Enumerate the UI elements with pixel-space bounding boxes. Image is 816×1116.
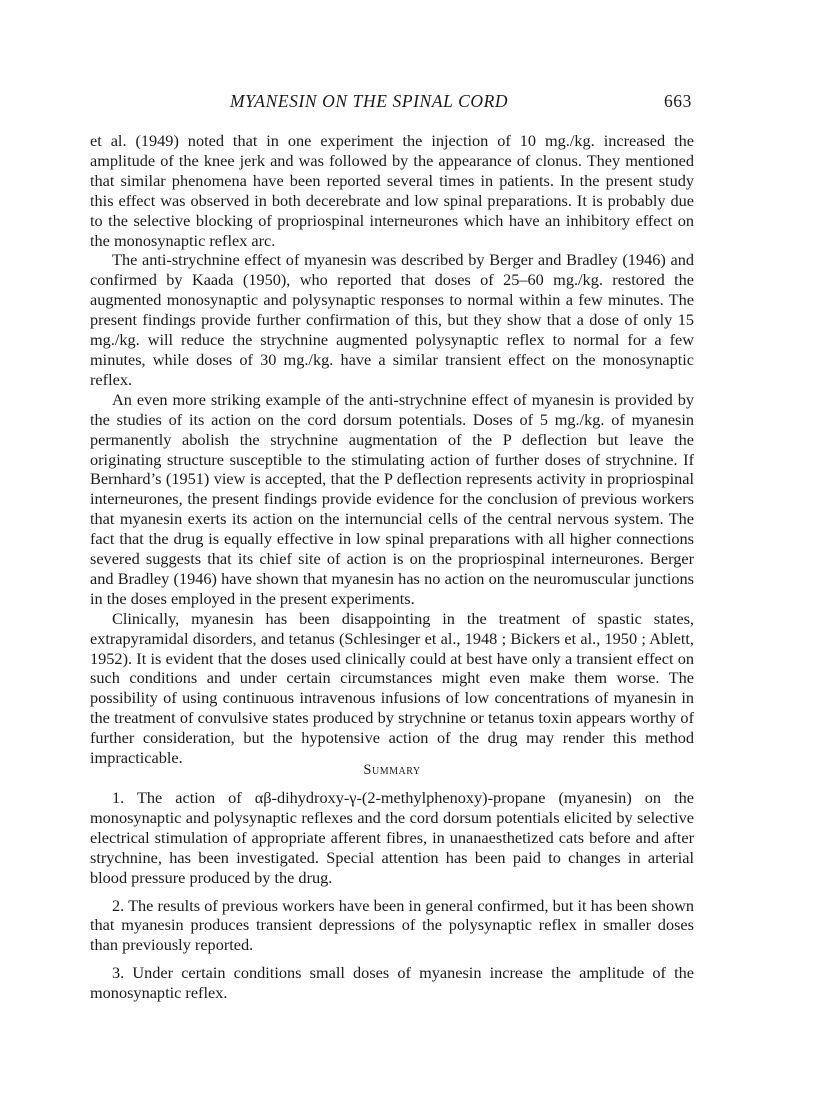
paragraph-clinical: Clinically, myanesin has been disappointing in the treatment of spastic states, extrapyramidal disorders, and tetanus (Schlesinger et al., 1948 ; Bickers et al., 1950 ; Ablett, 1952). It is evident that the doses used clinically could at best have only a transient effect on such conditions and under certain circumstances might even make them worse. The possibility of using continuous intravenous infusions of low concentrations of myanesin in the treatment of convulsive states produced by strychnine or tetanus toxin appears worthy of further consideration, but the hypotensive action of the drug may render this method impracticable.: [90, 608, 694, 768]
page-number: 663: [663, 91, 692, 111]
summary-item: 2. The results of previous workers have been in general confirmed, but it has been shown that myanesin produces transient depressions of the polysynaptic reflex in smaller doses than previously reported.: [90, 895, 694, 955]
paragraph-anti-strychnine: The anti-strychnine effect of myanesin was described by Berger and Bradley (1946) and confirmed by Kaada (1950), who reported that doses of 25–60 mg./kg. restored the augmented monosynaptic and polysynaptic responses to normal within a few minutes. The present findings provide further confirmation of this, but they show that a dose of only 15 mg./kg. will reduce the strychnine augmented polysynaptic reflex to normal for a few minutes, while doses of 30 mg./kg. have a similar transient effect on the monosynaptic reflex.: [90, 250, 694, 389]
paragraph-continued: et al. (1949) noted that in one experiment the injection of 10 mg./kg. increased the amplitude of the knee jerk and was followed by the appearance of clonus. They mentioned that similar phenomena have been reported several times in patients. In the present study this effect was observed in both decerebrate and low spinal preparations. It is probably due to the selective blocking of propriospinal interneurones which have an inhibitory effect on the monosynaptic reflex arc.: [90, 131, 694, 250]
summary-item: 3. Under certain conditions small doses of myanesin increase the amplitude of the monosynaptic reflex.: [90, 963, 694, 1003]
body-text: [90, 131, 694, 768]
paragraph-cord-dorsum: An even more striking example of the anti-strychnine effect of myanesin is provided by the studies of its action on the cord dorsum potentials. Doses of 5 mg./kg. of myanesin permanently abolish the strychnine augmentation of the P deflection but leave the originating structure susceptible to the stimulating action of further doses of strychnine. If Bernhard’s (1951) view is accepted, that the P deflection represents activity in propriospinal interneurones, the present findings provide evidence for the conclusion of previous workers that myanesin exerts its action on the internuncial cells of the central nervous system. The fact that the drug is equally effective in low spinal preparations with all higher connections severed suggests that its chief site of action is on the propriospinal interneurones. Berger and Bradley (1946) have shown that myanesin has no action on the neuromuscular junctions in the doses employed in the present experiments.: [90, 389, 694, 608]
page-header: [88, 91, 694, 117]
summary-list: [90, 788, 694, 1011]
summary-heading: Summary: [363, 762, 421, 778]
summary-item: 1. The action of αβ-dihydroxy-γ-(2-methylphenoxy)-propane (myanesin) on the monosynaptic and polysynaptic reflexes and the cord dorsum potentials elicited by selective electrical stimulation of appropriate afferent fibres, in unanaesthetized cats before and after strychnine, has been investigated. Special attention has been paid to changes in arterial blood pressure produced by the drug.: [90, 788, 694, 887]
running-title: MYANESIN ON THE SPINAL CORD: [230, 91, 509, 111]
